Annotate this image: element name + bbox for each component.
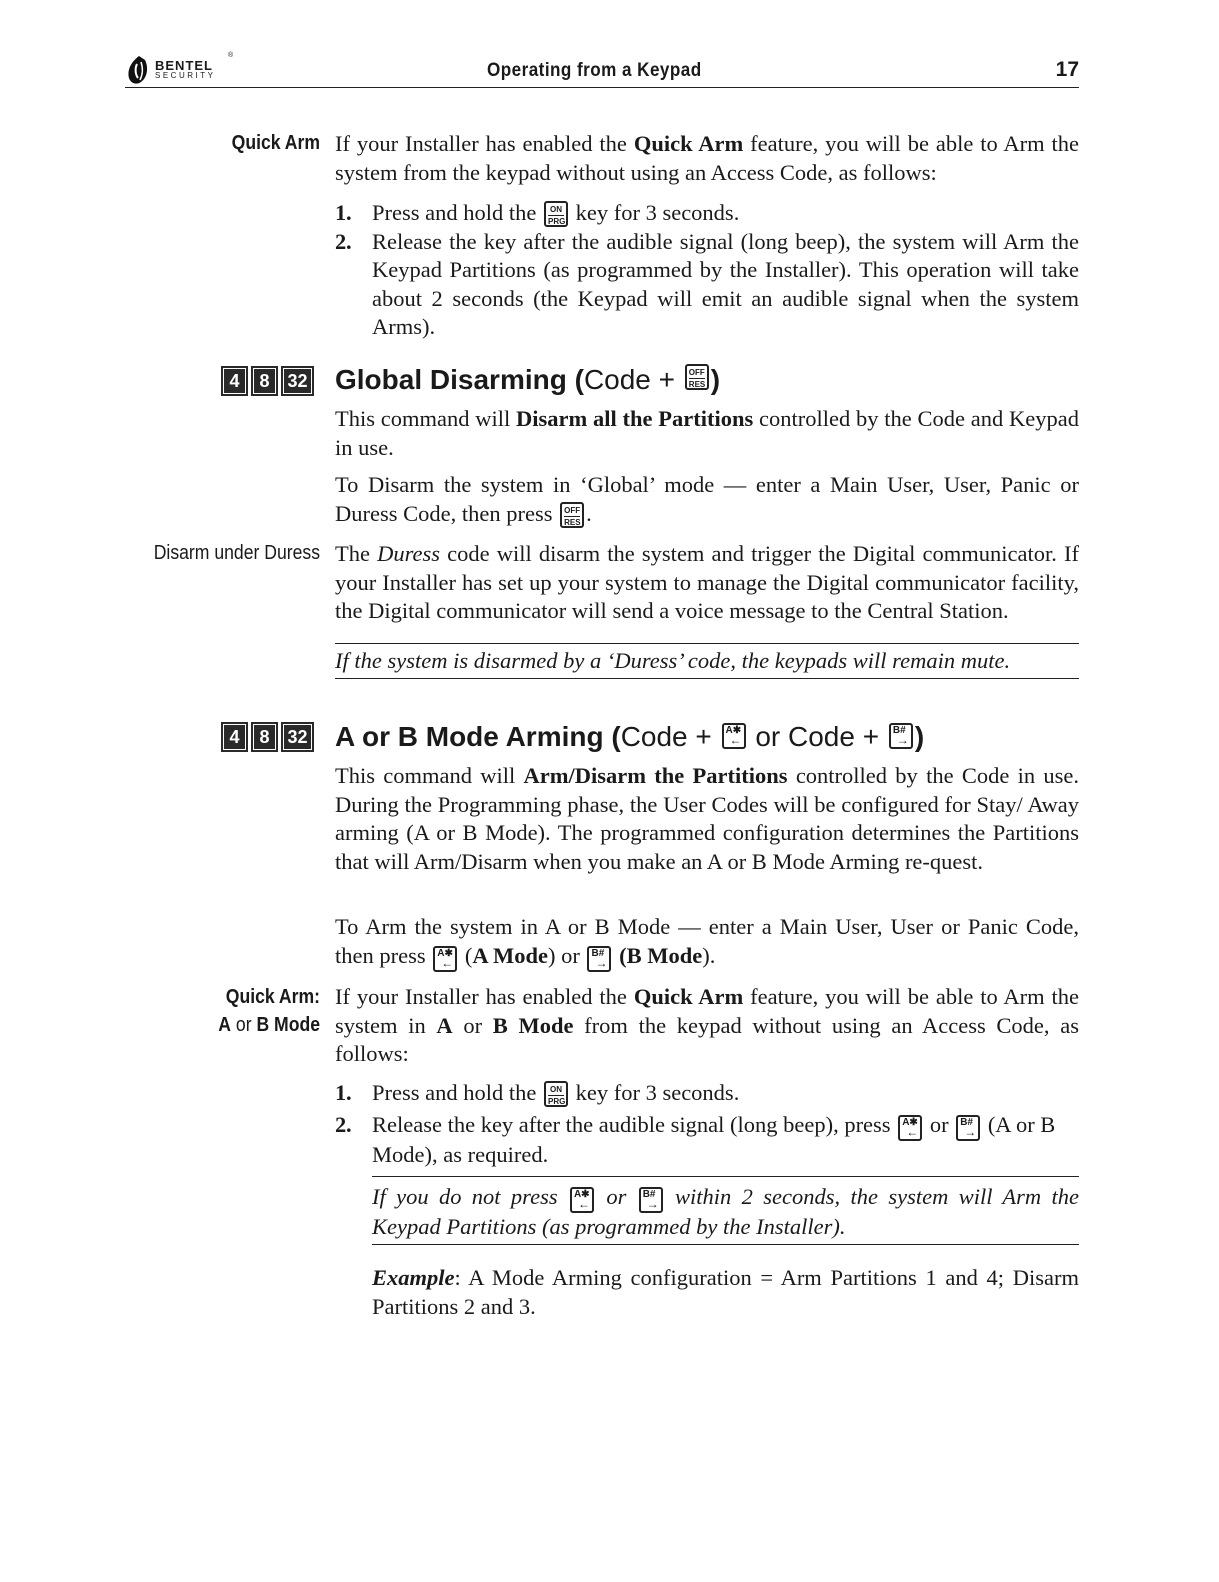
off-res-key-icon: OFF RES (560, 502, 584, 528)
partition-badges (221, 366, 314, 396)
heading-ab-mode-arming: A or B Mode Arming (Code + A✱ ← or Code + B# → ) (335, 721, 925, 752)
badge-8: 8 (251, 722, 278, 752)
quick-ab-note: If you do not press A✱ ← or B# → within 2 seconds, the system will Arm the Keypad Partitions (as programmed by the Installer). (372, 1184, 1079, 1239)
side-label-disarm-duress: Disarm under Duress (153, 542, 320, 564)
header-rule (125, 87, 1079, 88)
badge-4: 4 (221, 722, 248, 752)
b-key-icon: B# → (889, 723, 913, 749)
duress-paragraph: The Duress code will disarm the system and trigger the Digital communicator. If your Installer has set up your system to manage the Digital communicator facility, the Digital communicator will send a voice message to the Central Station. (335, 541, 1080, 623)
badge-4: 4 (221, 366, 248, 396)
list-item: 2 . Release the key after the audible signal (long beep), the system will Arm the Keypad Partitions (as programmed by the Installer). This operation will take about 2 seconds (the Keypad will emit an audible signal when the system Arms). (335, 228, 1079, 339)
b-key-icon: B# → (956, 1115, 980, 1141)
page-number: 17 (1055, 58, 1079, 81)
quick-arm-steps (335, 199, 1079, 342)
b-key-icon: B# → (587, 946, 611, 972)
logo (125, 54, 240, 88)
logo-text: BENTEL (155, 58, 213, 73)
partition-badges (221, 722, 314, 752)
a-key-icon: A✱ ← (433, 946, 457, 972)
logo-registered-mark: ® (228, 52, 234, 59)
note-rule-top (335, 643, 1079, 644)
note-rule-top (372, 1176, 1079, 1177)
example-paragraph: Example: A Mode Arming configuration = Arm Partitions 1 and 4; Disarm Partitions 2 and 3. (372, 1265, 1079, 1319)
on-prg-key-icon: ON PRG (544, 201, 568, 227)
on-prg-key-icon: ON PRG (544, 1081, 568, 1107)
a-key-icon: A✱ ← (898, 1115, 922, 1141)
list-item: 1 . Press and hold the ON PRG key for 3 seconds. (335, 200, 740, 226)
ab-paragraph-1: This command will Arm/Disarm the Partitions controlled by the Code in use. During the Programming phase, the User Codes will be configured for Stay/ Away arming (A or B Mode). The programmed configuration determines the Partitions that will Arm/Disarm when you make an A or B Mode Arming re-quest. (335, 763, 1079, 874)
running-title: Operating from a Keypad (487, 60, 702, 81)
badge-32: 32 (281, 366, 314, 396)
bentel-logo-icon (125, 54, 153, 86)
a-key-icon: A✱ ← (570, 1187, 594, 1213)
duress-note: If the system is disarmed by a ‘Duress’ code, the keypads will remain mute. (335, 648, 1011, 673)
logo-subtext: SECURITY (155, 71, 216, 80)
b-key-icon: B# → (639, 1187, 663, 1213)
list-item: 2 . Release the key after the audible signal (long beep), press A✱ ← or B# → (A or B Mode), as required. (335, 1111, 1056, 1167)
note-rule-bottom (372, 1244, 1079, 1245)
global-paragraph-2: To Disarm the system in ‘Global’ mode — enter a Main User, User, Panic or Duress Code, then press OFF RES . (335, 472, 1079, 527)
global-paragraph-1: This command will Disarm all the Partitions controlled by the Code and Keypad in use. (335, 406, 1079, 460)
quick-ab-steps (335, 1079, 1079, 1169)
a-key-icon: A✱ ← (722, 723, 746, 749)
quick-arm-intro: If your Installer has enabled the Quick Arm feature, you will be able to Arm the system from the keypad without using an Access Code, as follows: (335, 131, 1080, 185)
side-label-quick-arm: Quick Arm (231, 132, 320, 154)
list-item: 1 . Press and hold the ON PRG key for 3 seconds. (335, 1080, 740, 1106)
ab-paragraph-2: To Arm the system in A or B Mode — enter a Main User, User or Panic Code, then press A✱ ← (A Mode) or B# → (B Mode). (335, 914, 1079, 970)
heading-global-disarming: Global Disarming (Code + OFF RES ) (335, 364, 721, 395)
badge-8: 8 (251, 366, 278, 396)
off-res-key-icon: OFF RES (685, 364, 709, 390)
side-label-quick-arm-ab: Quick Arm: A or B Mode (218, 986, 320, 1036)
quick-ab-intro: If your Installer has enabled the Quick Arm feature, you will be able to Arm the system in A or B Mode from the keypad without using an Access Code, as follows: (335, 984, 1080, 1066)
note-rule-bottom (335, 678, 1079, 679)
badge-32: 32 (281, 722, 314, 752)
